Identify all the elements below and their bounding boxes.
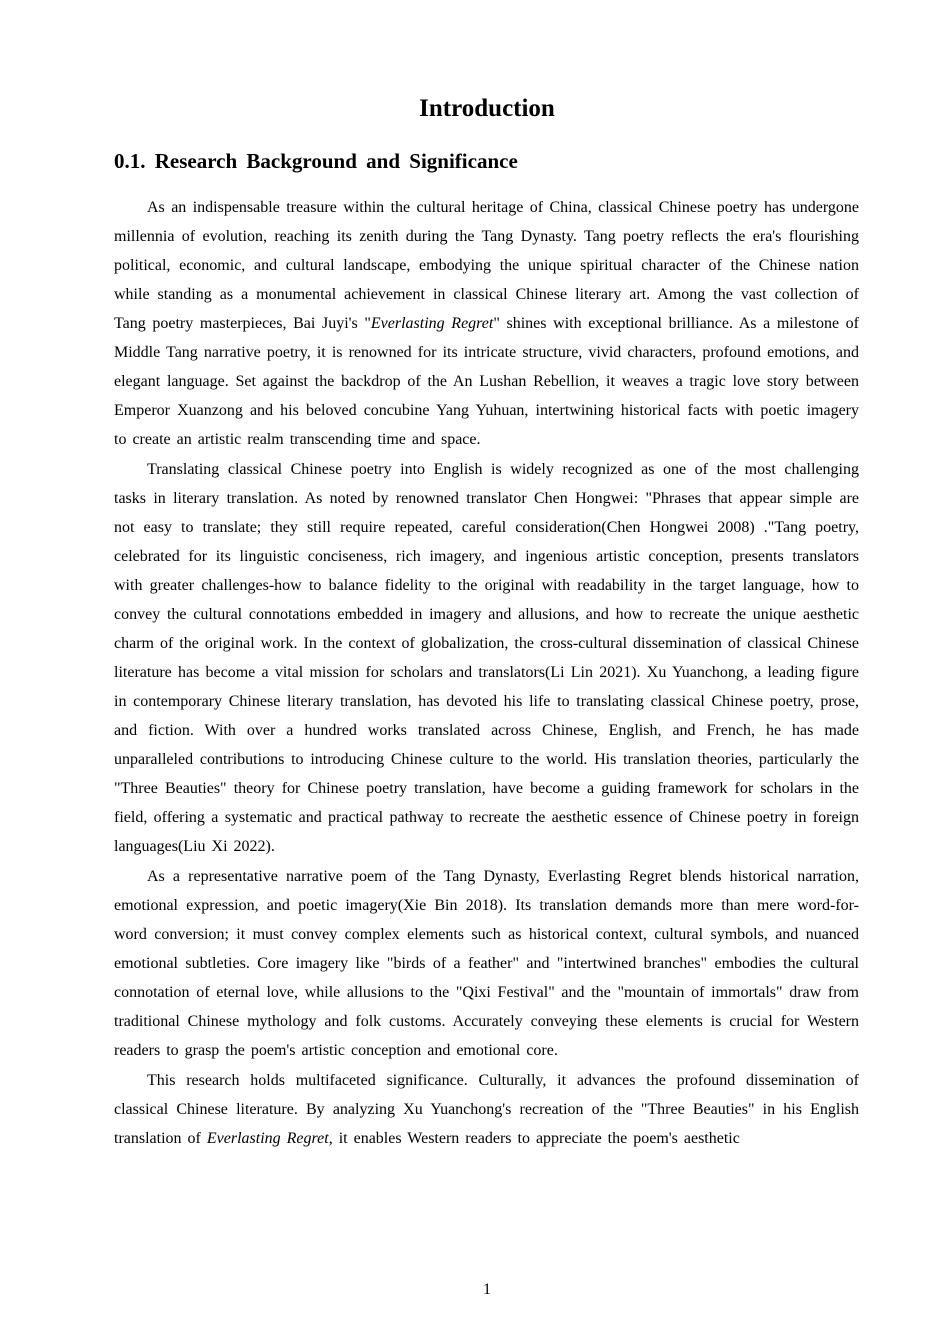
poem-title-italic: Everlasting Regret [370,315,494,332]
paragraph-4-text-a: This research holds multifaceted significance. Culturally, it advances the profound dissemination of classical Chinese literature. By analyzing Xu Yuanchong's recreation of the "Three Beauties" in his English translation of [114,1072,859,1147]
paragraph-3: As a representative narrative poem of the Tang Dynasty, Everlasting Regret blends historical narration, emotional expression, and poetic imagery(Xie Bin 2018). Its translation demands more than mere word-for-word conversion; it must convey complex elements such as historical context, cultural symbols, and nuanced emotional subtleties. Core imagery like "birds of a feather" and "intertwined branches" embodies the cultural connotation of eternal love, while allusions to the "Qixi Festival" and the "mountain of immortals" draw from traditional Chinese mythology and folk customs. Accurately conveying these elements is crucial for Western readers to grasp the poem's artistic conception and emotional core. [114,868,859,1059]
paragraph-1-text-a: As an indispensable treasure within the cultural heritage of China, classical Chinese poetry has undergone millennia of evolution, reaching its zenith during the Tang Dynasty. Tang poetry reflects the era's flourishing political, economic, and cultural landscape, embodying the unique spiritual character of the Chinese nation while standing as a monumental achievement in classical Chinese literary art. Among the vast collection of Tang poetry masterpieces, Bai Juyi's " [114,199,859,332]
page-title: Introduction [419,95,555,122]
body-text [114,193,859,1153]
paragraph-1-text-b: " shines with exceptional brilliance. As a milestone of Middle Tang narrative poetry, it is renowned for its intricate structure, vivid characters, profound emotions, and elegant language. Set against the backdrop of the An Lushan Rebellion, it weaves a tragic love story between Emperor Xuanzong and his beloved concubine Yang Yuhuan, intertwining historical facts with poetic imagery to create an artistic realm transcending time and space. [114,315,860,448]
page-number: 1 [483,1281,491,1298]
paragraph-2: Translating classical Chinese poetry into English is widely recognized as one of the most challenging tasks in literary translation. As noted by renowned translator Chen Hongwei: "Phrases that appear simple are not easy to translate; they still require repeated, careful consideration(Chen Hongwei 2008) ."Tang poetry, celebrated for its linguistic conciseness, rich imagery, and ingenious artistic conception, presents translators with greater challenges-how to balance fidelity to the original with readability in the target language, how to convey the cultural connotations embedded in imagery and allusions, and how to recreate the unique aesthetic charm of the original work. In the context of globalization, the cross-cultural dissemination of classical Chinese literature has become a vital mission for scholars and translators(Li Lin 2021). Xu Yuanchong, a leading figure in contemporary Chinese literary translation, has devoted his life to translating classical Chinese poetry, prose, and fiction. With over a hundred works translated across Chinese, English, and French, he has made unparalleled contributions to introducing Chinese culture to the world. His translation theories, particularly the "Three Beauties" theory for Chinese poetry translation, have become a guiding framework for scholars in the field, offering a systematic and practical pathway to recreate the aesthetic essence of Chinese poetry in foreign languages(Liu Xi 2022). [114,461,859,855]
paragraph-1 [114,193,859,454]
paragraph-4 [114,1066,859,1153]
section-heading: 0.1. Research Background and Significance [114,149,518,173]
paragraph-4-text-b: it enables Western readers to appreciate the poem's aesthetic [332,1130,740,1147]
poem-title-italic-2: Everlasting Regret, [206,1130,333,1147]
